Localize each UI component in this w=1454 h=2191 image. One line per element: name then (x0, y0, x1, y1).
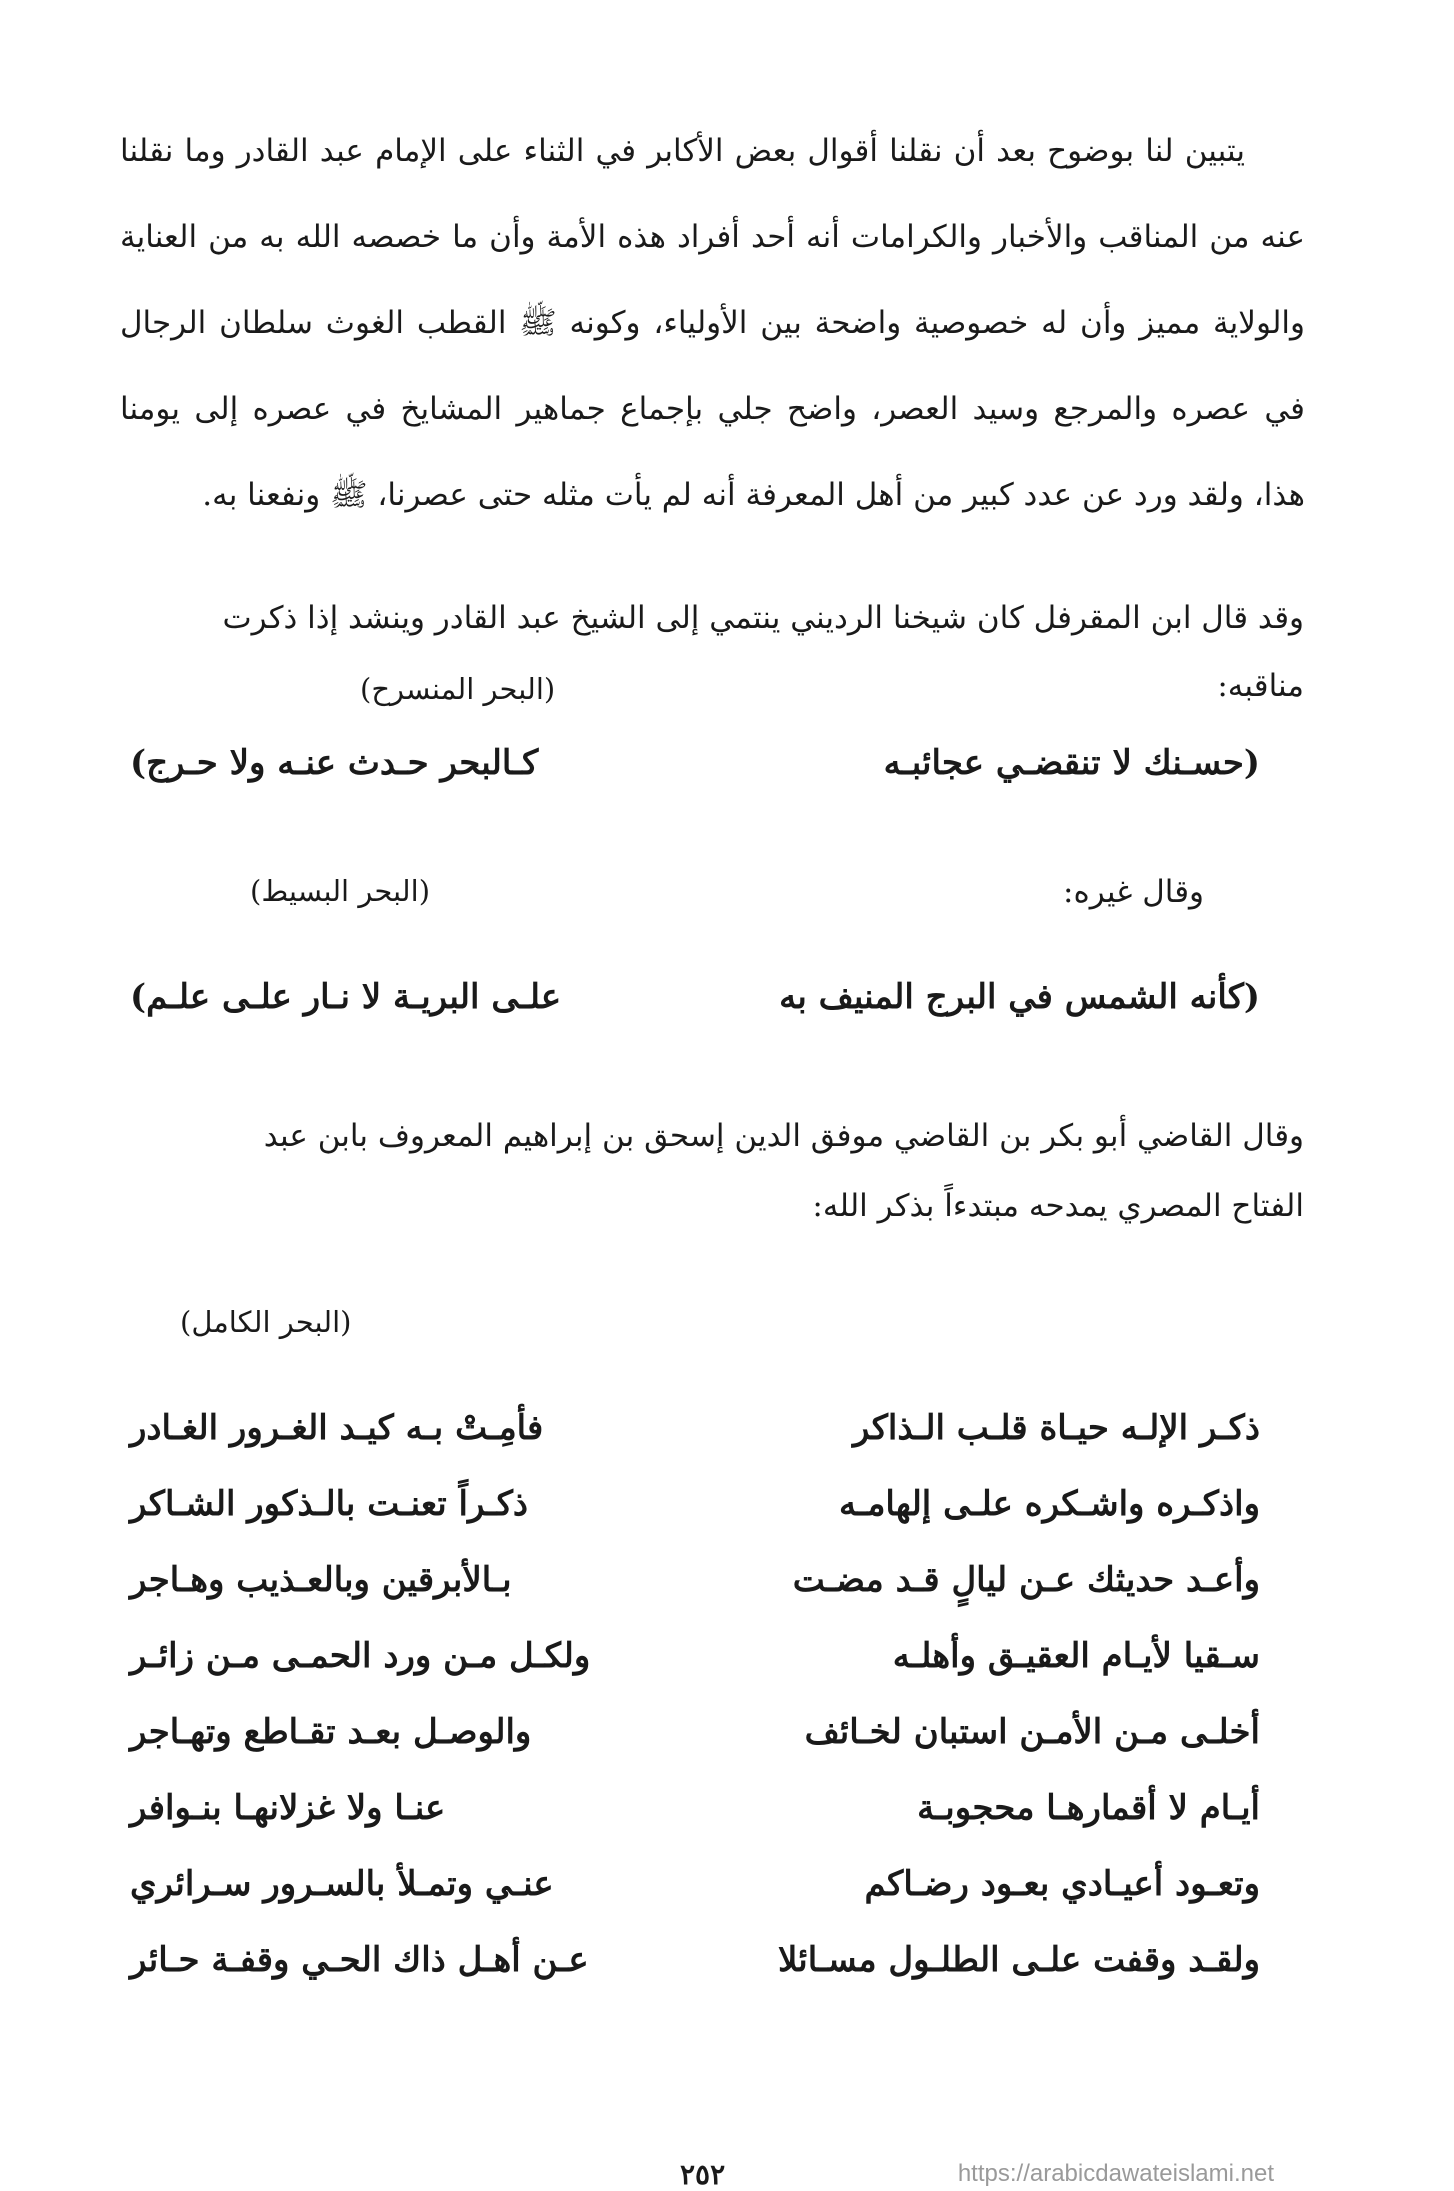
verse-first-hemistich: أخلـى مـن الأمـن استبان لخـائف (804, 1712, 1260, 1752)
poem-verse (130, 1560, 1260, 1620)
section1-verse (130, 743, 1260, 803)
verse-second-hemistich: عنـي وتمـلأ بالسـرور سـرائري (130, 1864, 554, 1904)
verse-second-hemistich: فأمِـتْ بـه كيـد الغـرور الغـادر (130, 1408, 544, 1448)
poem-verse (130, 1864, 1260, 1924)
poem-verse (130, 1712, 1260, 1772)
verse-second-hemistich: عـن أهـل ذاك الحـي وقفـة حـائر (130, 1940, 589, 1980)
verse-first-hemistich: (حسـنك لا تنقضـي عجائبـه (883, 743, 1260, 783)
poem-verse (130, 1940, 1260, 2000)
section2-verse (130, 977, 1260, 1037)
verse-second-hemistich: عنـا ولا غزلانهـا بنـوافر (130, 1788, 446, 1828)
poem-verse (130, 1636, 1260, 1696)
verse-first-hemistich: سـقيا لأيـام العقيـق وأهلـه (892, 1636, 1260, 1676)
intro-paragraph-text: يتبين لنا بوضوح بعد أن نقلنا أقوال بعض الأكابر في الثناء على الإمام عبد القادر وما نقلنا عنه من المناقب والأخبار والكرامات أنه أحد أفراد هذه الأمة وأن ما خصصه الله به من العناية والولاية مميز وأن له خصوصية واضحة بين الأولياء، وكونه ﷺ القطب الغوث سلطان الرجال في عصره والمرجع وسيد العصر، واضح جلي بإجماع جماهير المشايخ في عصره إلى يومنا هذا، ولقد ورد عن عدد كبير من أهل المعرفة أنه لم يأت مثله حتى عصرنا، ﷺ ونفعنا به. (120, 133, 1305, 513)
verse-second-hemistich: بـالأبرقين وبالعـذيب وهـاجر (130, 1560, 512, 1600)
verse-first-hemistich: ذكـر الإلـه حيـاة قلـب الـذاكر (852, 1408, 1260, 1448)
verse-first-hemistich: وأعـد حديثك عـن ليالٍ قـد مضـت (792, 1560, 1260, 1600)
verse-second-hemistich: والوصـل بعـد تقـاطع وتهـاجر (130, 1712, 532, 1752)
verse-first-hemistich: وتعـود أعيـادي بعـود رضـاكم (864, 1864, 1260, 1904)
verse-second-hemistich: ذكـراً تعنـت بالـذكور الشـاكر (130, 1484, 529, 1524)
verse-second-hemistich: علـى البريـة لا نـار علـى علـم) (130, 977, 562, 1017)
section3-intro-line1: وقال القاضي أبو بكر بن القاضي موفق الدين إسحق بن إبراهيم المعروف بابن عبد (263, 1118, 1304, 1154)
poem-verse (130, 1484, 1260, 1544)
watermark-url: https://arabicdawateislami.net (957, 2160, 1274, 2187)
section3-meter-label: (البحر الكامل) (180, 1305, 352, 1339)
poem-verse (130, 1408, 1260, 1468)
verse-second-hemistich: كـالبحر حـدث عنـه ولا حـرج) (130, 743, 539, 783)
section3-intro-line2: الفتاح المصري يمدحه مبتدءاً بذكر الله: (812, 1188, 1304, 1224)
section1-meter-label: (البحر المنسرح) (360, 672, 556, 706)
intro-paragraph (120, 108, 1305, 538)
section1-intro-line1: وقد قال ابن المقرفل كان شيخنا الرديني ينتمي إلى الشيخ عبد القادر وينشد إذا ذكرت (222, 600, 1304, 636)
verse-first-hemistich: واذكـره واشـكره علـى إلهامـه (839, 1484, 1260, 1524)
verse-first-hemistich: ولقـد وقفت علـى الطلـول مسـائلا (777, 1940, 1260, 1980)
section1-intro-line2: مناقبه: (1217, 668, 1304, 704)
section2-intro: وقال غيره: (1063, 874, 1204, 910)
section2-meter-label: (البحر البسيط) (250, 874, 431, 908)
verse-second-hemistich: ولكـل مـن ورد الحمـى مـن زائـر (130, 1636, 591, 1676)
verse-first-hemistich: (كأنه الشمس في البرج المنيف به (779, 977, 1260, 1017)
poem-verse (130, 1788, 1260, 1848)
verse-first-hemistich: أيـام لا أقمارهـا محجوبـة (917, 1788, 1260, 1828)
page-number: ٢٥٢ (680, 2158, 726, 2191)
